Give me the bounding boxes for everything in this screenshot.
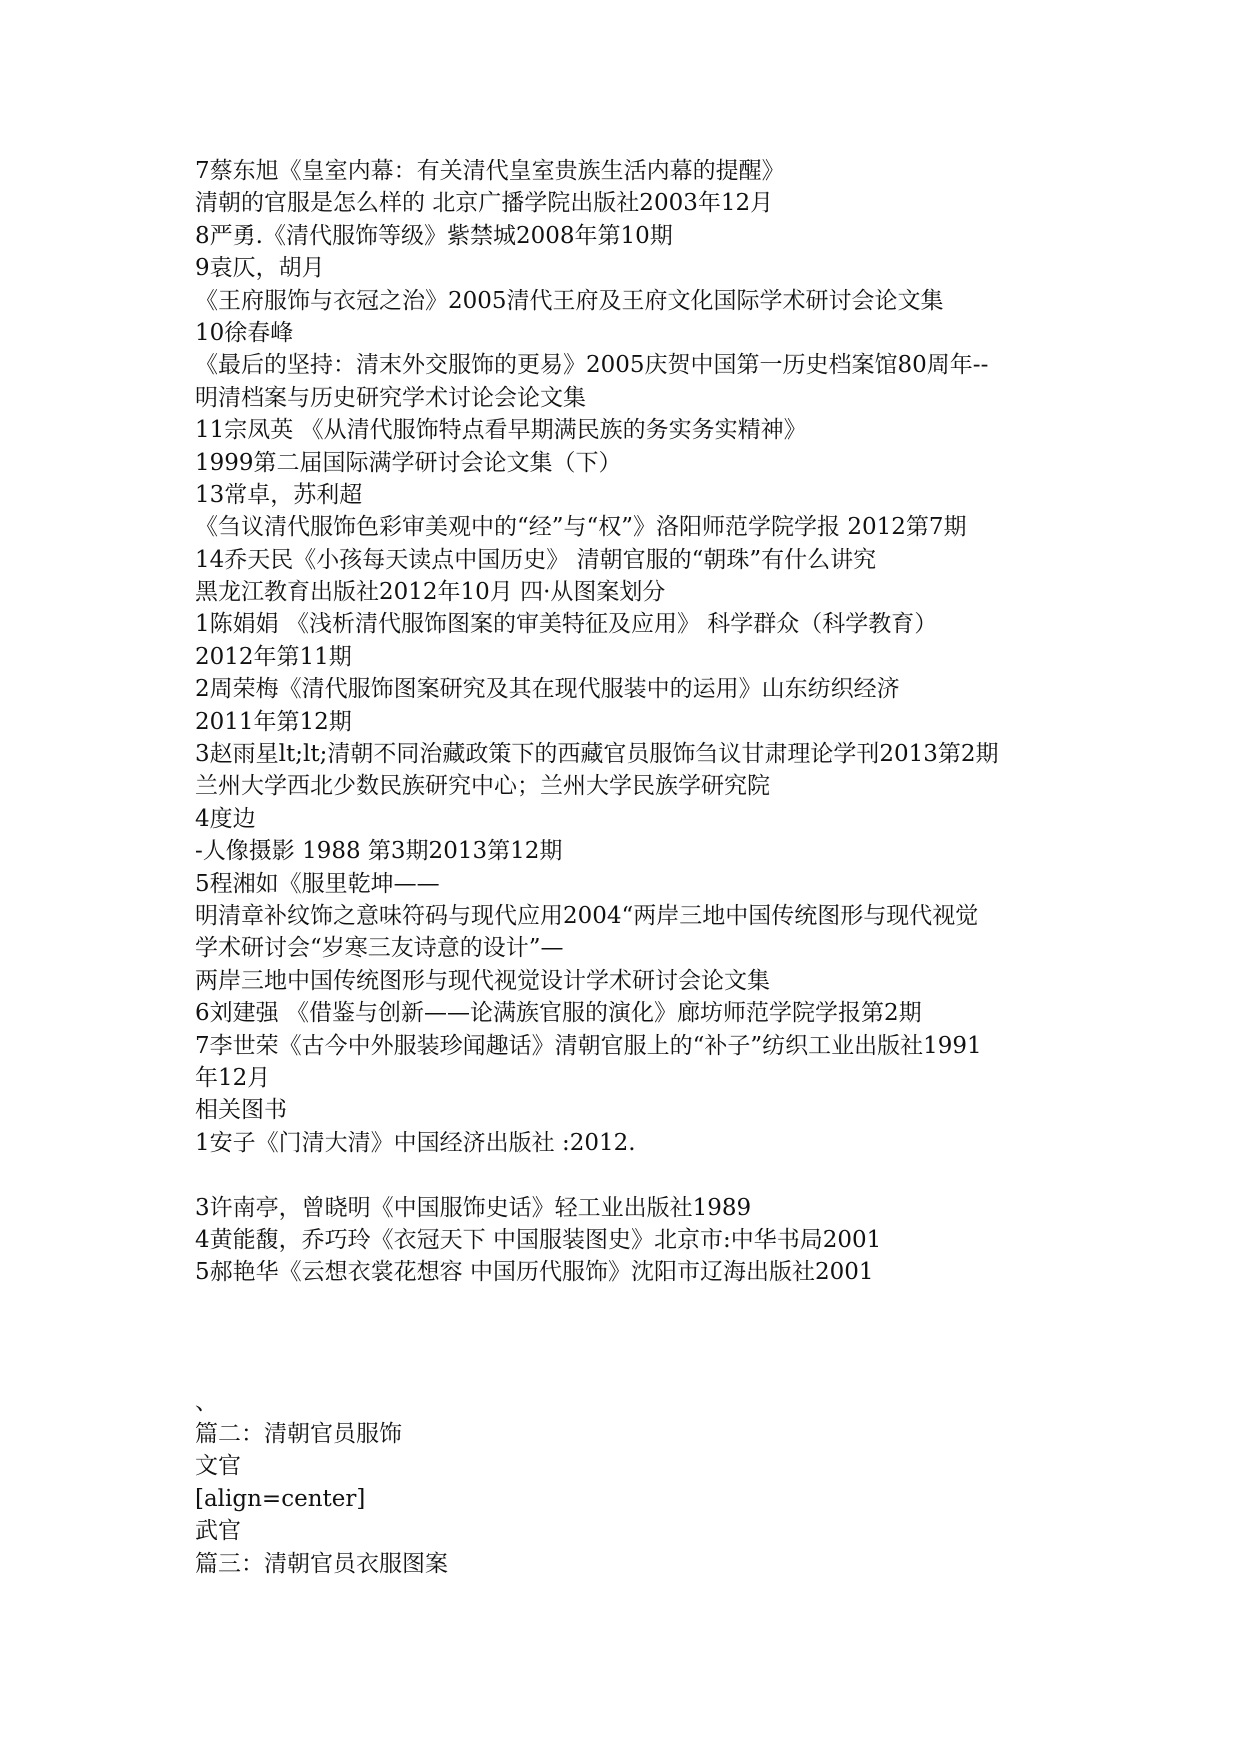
text-line: 2012年第11期 <box>195 643 352 670</box>
text-line: 5程湘如《服里乾坤—— <box>195 870 440 897</box>
text-line: 年12月 <box>195 1064 271 1091</box>
text-line: 《最后的坚持：清末外交服饰的更易》2005庆贺中国第一历史档案馆80周年-- <box>195 352 989 379</box>
text-line: 1安子《门清大清》中国经济出版社 :2012. <box>195 1129 636 1156</box>
text-line: 13常卓，苏利超 <box>195 481 363 508</box>
text-line: 1陈娟娟 《浅析清代服饰图案的审美特征及应用》 科学群众（科学教育） <box>195 611 938 638</box>
text-line: 7蔡东旭《皇室内幕：有关清代皇室贵族生活内幕的提醒》 <box>195 158 785 184</box>
document-text <box>195 155 1095 1580</box>
text-line: 武官 <box>195 1518 241 1545</box>
text-line: -人像摄影 1988 第3期2013第12期 <box>195 838 563 865</box>
text-line: 学术研讨会“岁寒三友诗意的设计”— <box>195 935 564 962</box>
text-line: 9袁仄，胡月 <box>195 255 325 282</box>
text-line: 14乔天民《小孩每天读点中国历史》 清朝官服的“朝珠”有什么讲究 <box>195 546 877 573</box>
text-line: 黑龙江教育出版社2012年10月 四·从图案划分 <box>195 579 666 606</box>
text-line: 、 <box>195 1388 218 1415</box>
text-line: 2周荣梅《清代服饰图案研究及其在现代服装中的运用》山东纺织经济 <box>195 676 900 703</box>
text-line: 6刘建强 《借鉴与创新——论满族官服的演化》廊坊师范学院学报第2期 <box>195 1000 922 1027</box>
text-line: 4度边 <box>195 805 256 832</box>
text-line: 两岸三地中国传统图形与现代视觉设计学术研讨会论文集 <box>195 967 770 994</box>
section-heading: 篇三：清朝官员衣服图案 <box>195 1550 448 1577</box>
text-line: 《王府服饰与衣冠之治》2005清代王府及王府文化国际学术研讨会论文集 <box>195 287 944 314</box>
text-line: 兰州大学西北少数民族研究中心；兰州大学民族学研究院 <box>195 773 770 800</box>
text-line: 明清档案与历史研究学术讨论会论文集 <box>195 384 586 411</box>
blank-line <box>195 1159 1095 1191</box>
text-line: 11宗凤英 《从清代服饰特点看早期满民族的务实务实精神》 <box>195 417 807 444</box>
text-line: 明清章补纹饰之意味符码与现代应用2004“两岸三地中国传统图形与现代视觉 <box>195 902 979 929</box>
text-line: 清朝的官服是怎么样的 北京广播学院出版社2003年12月 <box>195 190 774 217</box>
text-line: [align=center] <box>195 1485 366 1512</box>
text-line: 7李世荣《古今中外服装珍闻趣话》清朝官服上的“补子”纺织工业出版社1991 <box>195 1032 982 1059</box>
text-line: 10徐春峰 <box>195 319 294 346</box>
text-line: 《刍议清代服饰色彩审美观中的“经”与“权”》洛阳师范学院学报 2012第7期 <box>195 514 967 541</box>
text-line: 3赵雨星lt;lt;清朝不同治藏政策下的西藏官员服饰刍议甘肃理论学刊2013第2期 <box>195 741 999 768</box>
section-heading: 篇二：清朝官员服饰 <box>195 1421 402 1448</box>
text-line: 3许南亭，曾晓明《中国服饰史话》轻工业出版社1989 <box>195 1194 752 1221</box>
text-line: 8严勇.《清代服饰等级》紫禁城2008年第10期 <box>195 222 673 249</box>
blank-space <box>195 1289 1095 1386</box>
section-heading: 相关图书 <box>195 1097 287 1124</box>
text-line: 5郝艳华《云想衣裳花想容 中国历代服饰》沈阳市辽海出版社2001 <box>195 1259 874 1286</box>
text-line: 2011年第12期 <box>195 708 352 735</box>
text-line: 1999第二届国际满学研讨会论文集（下） <box>195 449 622 476</box>
text-line: 4黄能馥，乔巧玲《衣冠天下 中国服装图史》北京市:中华书局2001 <box>195 1226 882 1253</box>
text-line: 文官 <box>195 1453 241 1480</box>
